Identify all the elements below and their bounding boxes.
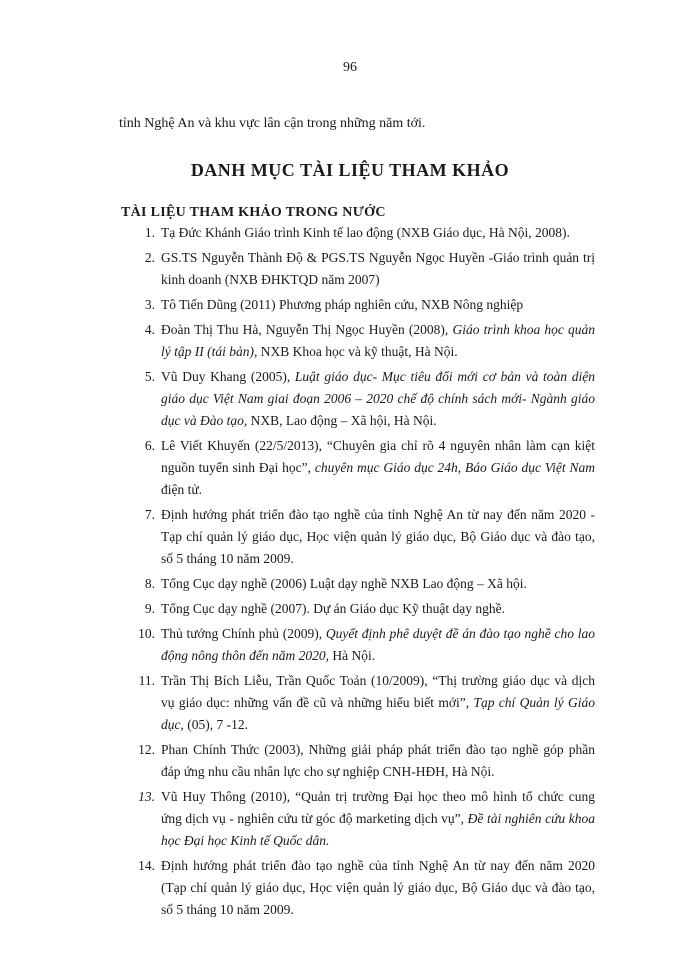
page-number: 96 [343,60,357,75]
reference-item [125,435,595,501]
reference-text-segment: Định hướng phát triển đào tạo nghề của tỉnh Nghệ An từ nay đến năm 2020 - Tạp chí quản lý giáo dục, Học viện quản lý giáo dục, Bộ Giáo dục và đào tạo, số 5 tháng 10 năm 2009. [161,507,595,566]
reference-item [125,504,595,570]
reference-text-segment: Lê Viết Khuyến (22/5/2013), “Chuyên gia chỉ rõ 4 nguyên nhân làm cạn kiệt nguồn tuyển sinh Đại học”, [161,438,595,475]
reference-text [161,573,595,595]
reference-number: 1. [144,225,155,240]
reference-text [161,786,595,852]
reference-number: 9. [144,601,155,616]
reference-number: 11. [138,673,155,688]
reference-item [125,623,595,667]
reference-text [161,504,595,570]
reference-text-segment: GS.TS Nguyễn Thành Độ & PGS.TS Nguyễn Ngọc Huyền -Giáo trình quản trị kinh doanh (NXB ĐHKTQD năm 2007) [161,250,595,287]
reference-title-italic: Luật giáo dục- Mục tiêu đổi mới cơ bản và toàn diện giáo dục Việt Nam giai đoạn 2006 – 2020 chế độ chính sách mới- Ngành giáo dục và Đào tạo, [161,369,595,428]
reference-item [125,855,595,921]
reference-number: 4. [144,322,155,337]
reference-number: 2. [144,250,155,265]
reference-title-italic: Quyết định phê duyệt đề án đào tạo nghề cho lao động nông thôn đến năm 2020, [161,626,595,663]
reference-item [125,247,595,291]
reference-item [125,739,595,783]
reference-title-italic: Giáo trình khoa học quản lý tập II (tái bản), [161,322,595,359]
reference-text [161,319,595,363]
reference-number: 10. [138,626,155,641]
reference-text [161,670,595,736]
reference-text [161,366,595,432]
reference-text-segment: Trần Thị Bích Liễu, Trần Quốc Toản (10/2009), “Thị trường giáo dục và dịch vụ giáo dục: những vấn đề cũ và những hiểu biết mới”, [161,673,595,710]
reference-text-segment: Định hướng phát triển đào tạo nghề của tỉnh Nghệ An từ nay đến năm 2020 (Tạp chí quản lý giáo dục, Học viện quản lý giáo dục, Bộ Giáo dục và đào tạo, số 5 tháng 10 năm 2009. [161,858,595,917]
reference-number: 13. [138,789,155,804]
reference-number: 14. [138,858,155,873]
reference-number: 12. [138,742,155,757]
reference-text-segment: (05), 7 -12. [183,717,248,732]
reference-text-segment: Hà Nội. [329,648,376,663]
reference-text [161,739,595,783]
reference-text-segment: Tổng Cục dạy nghề (2007). Dự án Giáo dục Kỹ thuật dạy nghề. [161,601,505,616]
page-title: DANH MỤC TÀI LIỆU THAM KHẢO [190,160,510,180]
reference-text [161,623,595,667]
reference-text-segment: NXB, Lao động – Xã hội, Hà Nội. [247,413,437,428]
reference-title-italic: Tạp chí Quản lý Giáo dục, [161,695,595,732]
reference-title-italic: chuyên mục Giáo dục 24h, Báo Giáo dục Việt Nam [314,460,595,475]
reference-number: 7. [144,507,155,522]
reference-list [125,222,595,924]
reference-number: 5. [144,369,155,384]
reference-text-segment: điện tử. [161,482,203,497]
reference-text [161,598,595,620]
reference-text-segment: Tạ Đức Khánh Giáo trình Kinh tế lao động (NXB Giáo dục, Hà Nội, 2008). [161,225,570,240]
reference-text-segment: Vũ Duy Khang (2005), [161,369,295,384]
reference-text [161,222,595,244]
reference-text [161,855,595,921]
reference-text [161,294,595,316]
reference-number: 6. [144,438,155,453]
reference-text-segment: Vũ Huy Thông (2010), “Quản trị trường Đại học theo mô hình tổ chức cung ứng dịch vụ - nghiên cứu từ góc độ marketing dịch vụ”, [161,789,595,826]
reference-text-segment: Tô Tiến Dũng (2011) Phương pháp nghiên cứu, NXB Nông nghiệp [161,297,524,312]
reference-text [161,435,595,501]
reference-item [125,573,595,595]
reference-text-segment: Tổng Cục dạy nghề (2006) Luật dạy nghề NXB Lao động – Xã hội. [161,576,527,591]
reference-number: 3. [144,297,155,312]
reference-number: 8. [144,576,155,591]
reference-text-segment: Thủ tướng Chính phủ (2009), [161,626,326,641]
intro-paragraph-end: tỉnh Nghệ An và khu vực lân cận trong những năm tới. [119,116,426,131]
reference-item [125,786,595,852]
reference-text-segment: Đoàn Thị Thu Hà, Nguyễn Thị Ngọc Huyền (2008), [161,322,453,337]
reference-item [125,598,595,620]
reference-item [125,670,595,736]
reference-item [125,294,595,316]
reference-text-segment: NXB Khoa học và kỹ thuật, Hà Nội. [257,344,458,359]
reference-item [125,222,595,244]
reference-item [125,366,595,432]
reference-item [125,319,595,363]
section-heading: TÀI LIỆU THAM KHẢO TRONG NƯỚC [121,205,386,220]
reference-text [161,247,595,291]
reference-title-italic: Đề tài nghiên cứu khoa học Đại học Kinh tế Quốc dân. [161,811,595,848]
reference-text-segment: Phan Chính Thức (2003), Những giải pháp phát triển đào tạo nghề góp phần đáp ứng nhu cầu nhân lực cho sự nghiệp CNH-HĐH, Hà Nội. [161,742,595,779]
